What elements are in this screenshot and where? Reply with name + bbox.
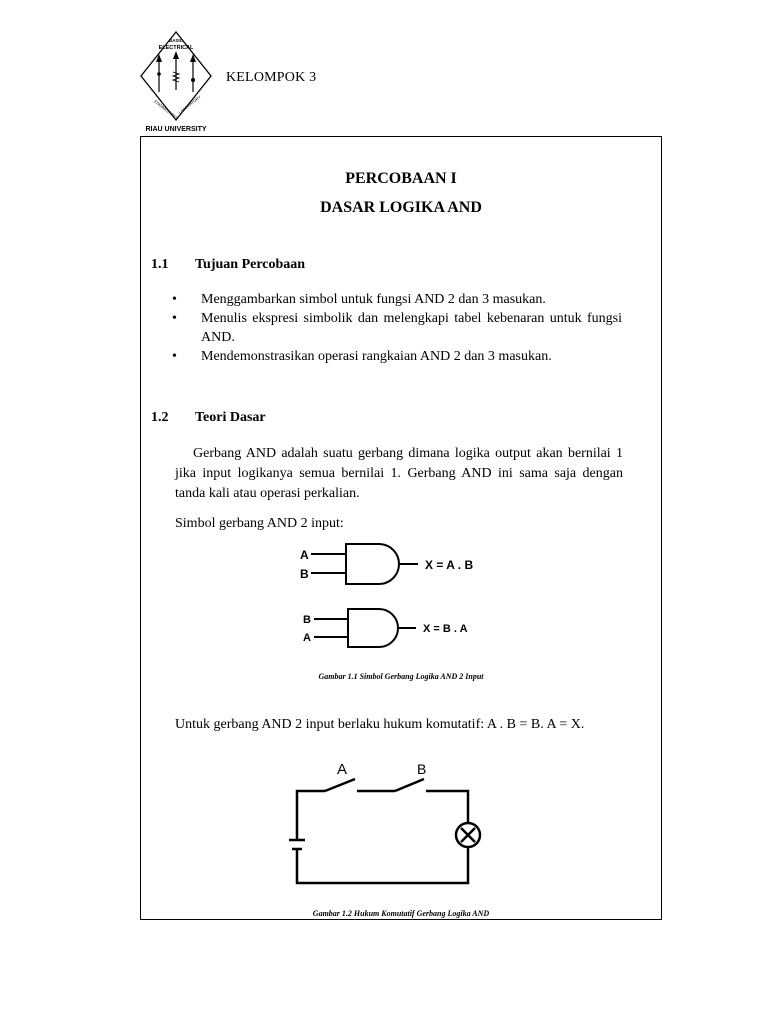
and-gate-symbols-figure <box>286 542 536 654</box>
wire-bottom <box>297 847 468 883</box>
gate1-input-b: B <box>300 567 309 581</box>
objectives-list <box>172 290 622 366</box>
switch-a-blade <box>325 779 355 791</box>
figure-2-caption: Gambar 1.2 Hukum Komutatif Gerbang Logika AND <box>312 909 490 918</box>
and-gate-ba <box>314 609 416 647</box>
logo-bottom-text: RIAU UNIVERSITY <box>145 126 207 133</box>
commutative-law-text: Untuk gerbang AND 2 input berlaku hukum komutatif: A . B = B. A = X. <box>175 717 585 732</box>
switch-a-label: A <box>337 761 348 778</box>
section-title: Tujuan Percobaan <box>195 257 306 272</box>
wire-left-top <box>297 791 325 840</box>
logo-right-arc-text: LABORATORY <box>177 94 202 115</box>
figure-1-caption: Gambar 1.1 Simbol Gerbang Logika AND 2 Input <box>318 672 484 681</box>
section-heading-teori <box>151 410 266 426</box>
document-frame <box>140 136 662 920</box>
section-number: 1.2 <box>151 410 169 425</box>
bullet-icon: • <box>172 311 177 326</box>
switch-b-label: B <box>417 761 427 777</box>
gate1-input-a: A <box>300 548 309 562</box>
logo-top-text: BASIC <box>168 38 184 43</box>
document-subtitle: DASAR LOGIKA AND <box>320 199 482 216</box>
gate2-output-expression: X = B . A <box>423 623 468 635</box>
riau-university-lab-logo <box>137 30 215 134</box>
commutative-circuit-figure <box>281 755 521 895</box>
theory-paragraph: Gerbang AND adalah suatu gerbang dimana logika output akan bernilai 1 jika input logikanya semua bernilai 1. Gerbang AND ini sama saja dengan tanda kali atau operasi perkalian. <box>175 446 623 501</box>
logo-arrow-center-icon <box>173 51 179 59</box>
section-number: 1.1 <box>151 257 169 272</box>
list-item: • Menulis ekspresi simbolik dan melengkapi tabel kebenaran untuk fungsi AND. <box>172 311 622 345</box>
gate1-output-expression: X = A . B <box>425 558 474 572</box>
switch-b-blade <box>395 779 424 791</box>
bullet-icon: • <box>172 349 177 364</box>
gate2-input-b: B <box>303 614 311 626</box>
symbol-intro: Simbol gerbang AND 2 input: <box>175 516 344 531</box>
section-heading-tujuan <box>151 257 305 273</box>
wire-right-top <box>426 791 468 823</box>
logo-left-arc-text: ENGINEERING <box>153 98 179 121</box>
bullet-icon: • <box>172 292 177 307</box>
document-title: PERCOBAAN I <box>345 170 457 187</box>
gate2-input-a: A <box>303 632 311 644</box>
group-label: KELOMPOK 3 <box>226 70 317 85</box>
logo-middle-text: ELECTRICAL <box>158 45 194 51</box>
section-title: Teori Dasar <box>195 410 266 425</box>
and-gate-ab <box>311 544 418 584</box>
list-item: • Mendemonstrasikan operasi rangkaian AND 2 dan 3 masukan. <box>172 349 552 364</box>
list-item: • Menggambarkan simbol untuk fungsi AND 2 dan 3 masukan. <box>172 292 546 307</box>
